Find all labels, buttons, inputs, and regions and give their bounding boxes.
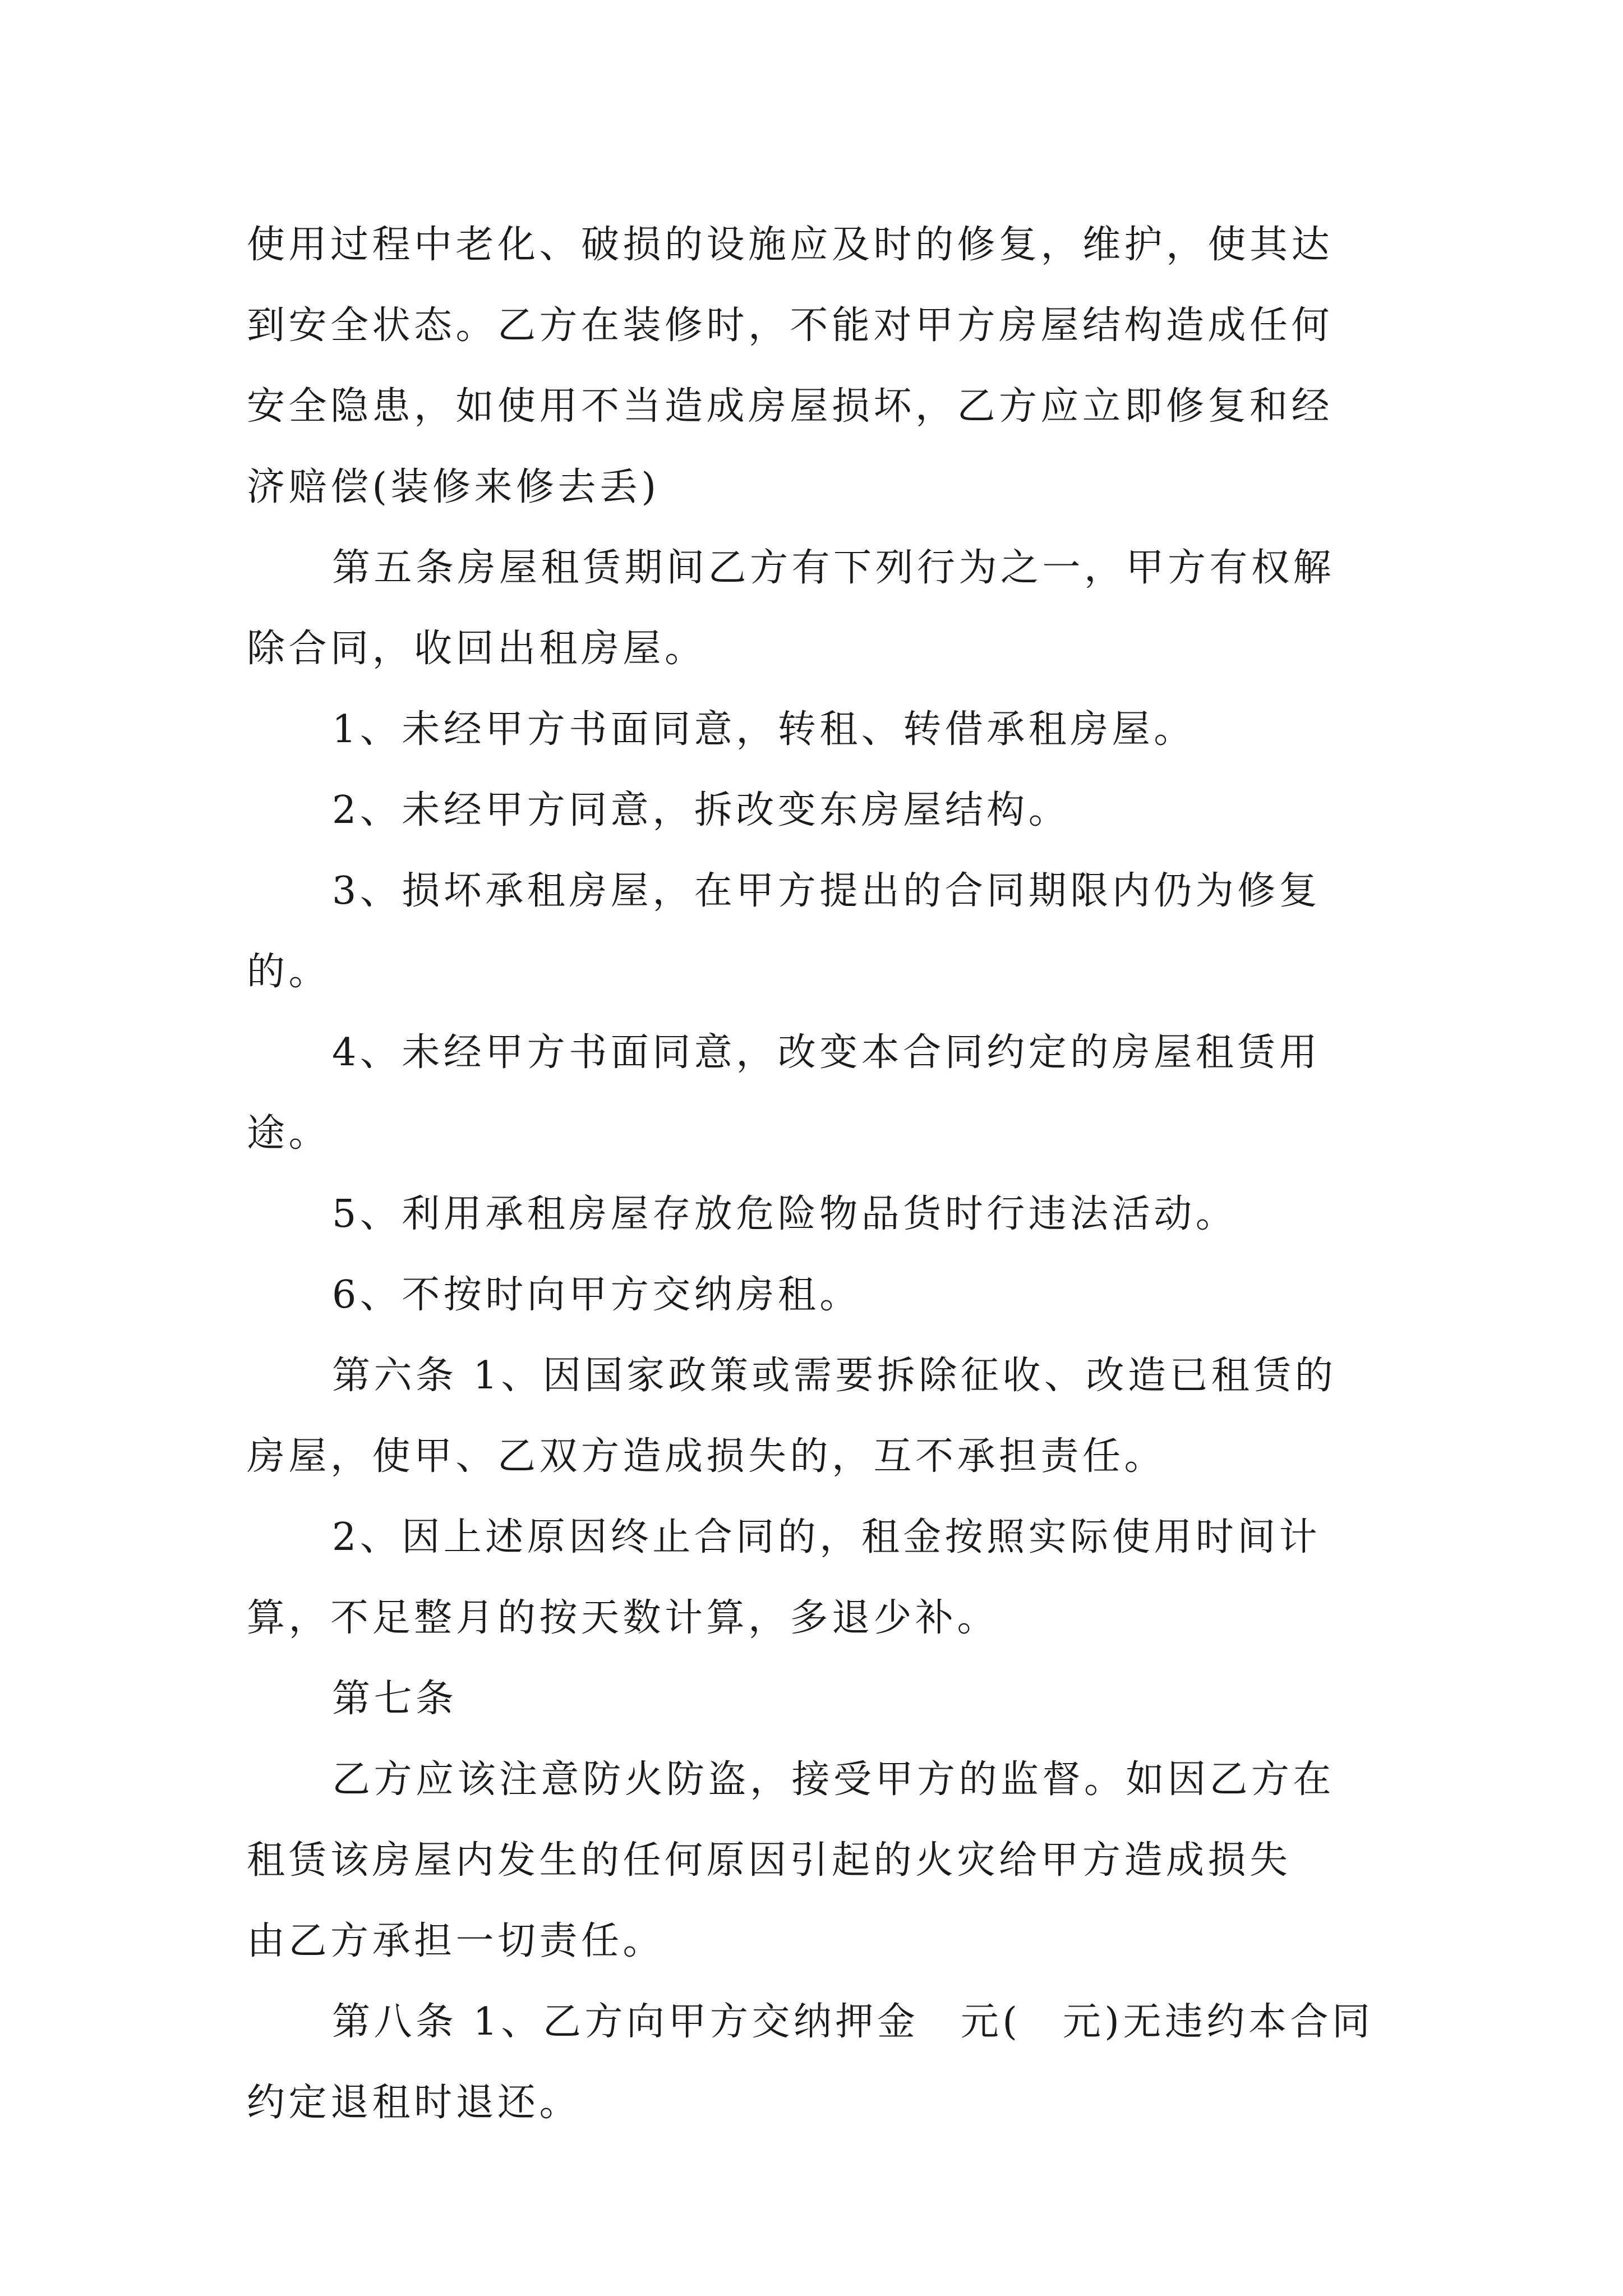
text-line: 的。 (247, 950, 331, 994)
text-line: 3、损坏承租房屋，在甲方提出的合同期限内仍为修复 (332, 869, 1321, 913)
text-line: 6、不按时向甲方交纳房租。 (332, 1273, 861, 1317)
text-line: 第八条 1、乙方向甲方交纳押金 元( 元)无违约本合同 (332, 2000, 1374, 2044)
text-line: 房屋，使甲、乙双方造成损失的，互不承担责任。 (247, 1434, 1166, 1479)
text-line: 济赔偿(装修来修去丢) (247, 465, 660, 509)
text-line: 第六条 1、因国家政策或需要拆除征收、改造已租赁的 (332, 1354, 1337, 1398)
text-line: 第七条 (332, 1677, 458, 1721)
text-line: 第五条房屋租赁期间乙方有下列行为之一，甲方有权解 (332, 546, 1335, 590)
text-line: 1、未经甲方书面同意，转租、转借承租房屋。 (332, 707, 1196, 752)
text-line: 到安全状态。乙方在装修时，不能对甲方房屋结构造成任何 (247, 303, 1334, 348)
text-line: 5、利用承租房屋存放危险物品货时行违法活动。 (332, 1192, 1238, 1236)
text-line: 租赁该房屋内发生的任何原因引起的火灾给甲方造成损失 (247, 1838, 1292, 1883)
text-line: 安全隐患，如使用不当造成房屋损坏，乙方应立即修复和经 (247, 384, 1334, 429)
text-line: 算，不足整月的按天数计算，多退少补。 (247, 1596, 999, 1640)
text-line: 由乙方承担一切责任。 (247, 1919, 665, 1963)
text-line: 约定退租时退还。 (247, 2081, 582, 2125)
text-line: 使用过程中老化、破损的设施应及时的修复，维护，使其达 (247, 223, 1334, 267)
text-line: 4、未经甲方书面同意，改变本合同约定的房屋租赁用 (332, 1030, 1321, 1075)
text-line: 2、未经甲方同意，拆改变东房屋结构。 (332, 788, 1071, 832)
text-line: 乙方应该注意防火防盗，接受甲方的监督。如因乙方在 (332, 1757, 1335, 1802)
contract-text-body (247, 205, 1385, 2143)
text-line: 除合同，收回出租房屋。 (247, 627, 707, 671)
text-line: 2、因上述原因终止合同的，租金按照实际使用时间计 (332, 1515, 1321, 1559)
text-line: 途。 (247, 1111, 331, 1156)
